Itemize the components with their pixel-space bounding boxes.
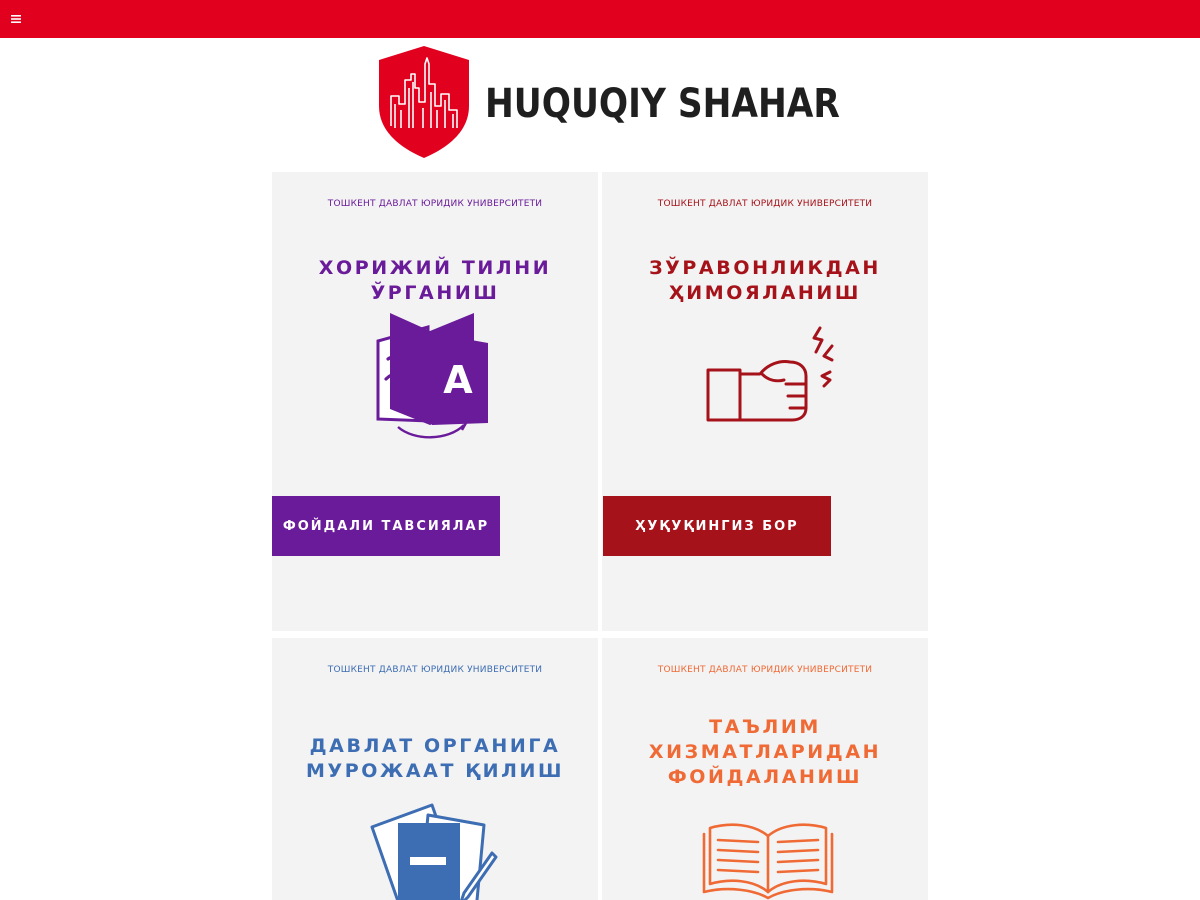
card-title-line: ҲИМОЯЛАНИШ xyxy=(669,282,861,304)
fist-punch-icon xyxy=(706,324,840,424)
card-education-services xyxy=(602,638,928,900)
you-have-rights-button[interactable]: ҲУҚУҚИНГИЗ БОР xyxy=(603,496,831,556)
university-label: ТОШКЕНТ ДАВЛАТ ЮРИДИК УНИВЕРСИТЕТИ xyxy=(657,199,873,209)
card-title-line: ХИЗМАТЛАРИДАН xyxy=(648,741,882,763)
top-bar xyxy=(0,0,1200,38)
document-pen-icon xyxy=(368,801,508,900)
card-state-appeal xyxy=(272,638,598,900)
card-title-line: ЗЎРАВОНЛИКДАН xyxy=(649,257,881,279)
shield-city-skyline-icon xyxy=(377,44,471,160)
useful-tips-button[interactable]: ФОЙДАЛИ ТАВСИЯЛАР xyxy=(272,496,500,556)
logo-text: HUQUQIY SHAHAR xyxy=(485,81,840,127)
university-label: ТОШКЕНТ ДАВЛАТ ЮРИДИК УНИВЕРСИТЕТИ xyxy=(327,199,543,209)
card-title-line: ДАВЛАТ ОРГАНИГА xyxy=(309,735,561,757)
translate-book-icon xyxy=(372,309,492,443)
card-title-line: ЎРГАНИШ xyxy=(370,282,500,304)
card-title-line: ФОЙДАЛАНИШ xyxy=(667,766,863,788)
card-title xyxy=(272,256,598,306)
card-title-line: МУРОЖААТ ҚИЛИШ xyxy=(305,760,565,782)
card-title-line: ХОРИЖИЙ ТИЛНИ xyxy=(318,257,552,279)
card-title xyxy=(602,256,928,306)
open-book-icon xyxy=(700,820,836,900)
card-violence-protection xyxy=(602,172,928,631)
university-label: ТОШКЕНТ ДАВЛАТ ЮРИДИК УНИВЕРСИТЕТИ xyxy=(327,665,543,675)
card-title-line: ТАЪЛИМ xyxy=(709,716,821,738)
card-foreign-language xyxy=(272,172,598,631)
card-title xyxy=(272,734,598,784)
card-title xyxy=(602,715,928,790)
site-logo[interactable] xyxy=(377,44,840,160)
svg-text:A: A xyxy=(443,358,473,402)
university-label: ТОШКЕНТ ДАВЛАТ ЮРИДИК УНИВЕРСИТЕТИ xyxy=(657,665,873,675)
hamburger-menu-icon[interactable] xyxy=(8,12,24,26)
